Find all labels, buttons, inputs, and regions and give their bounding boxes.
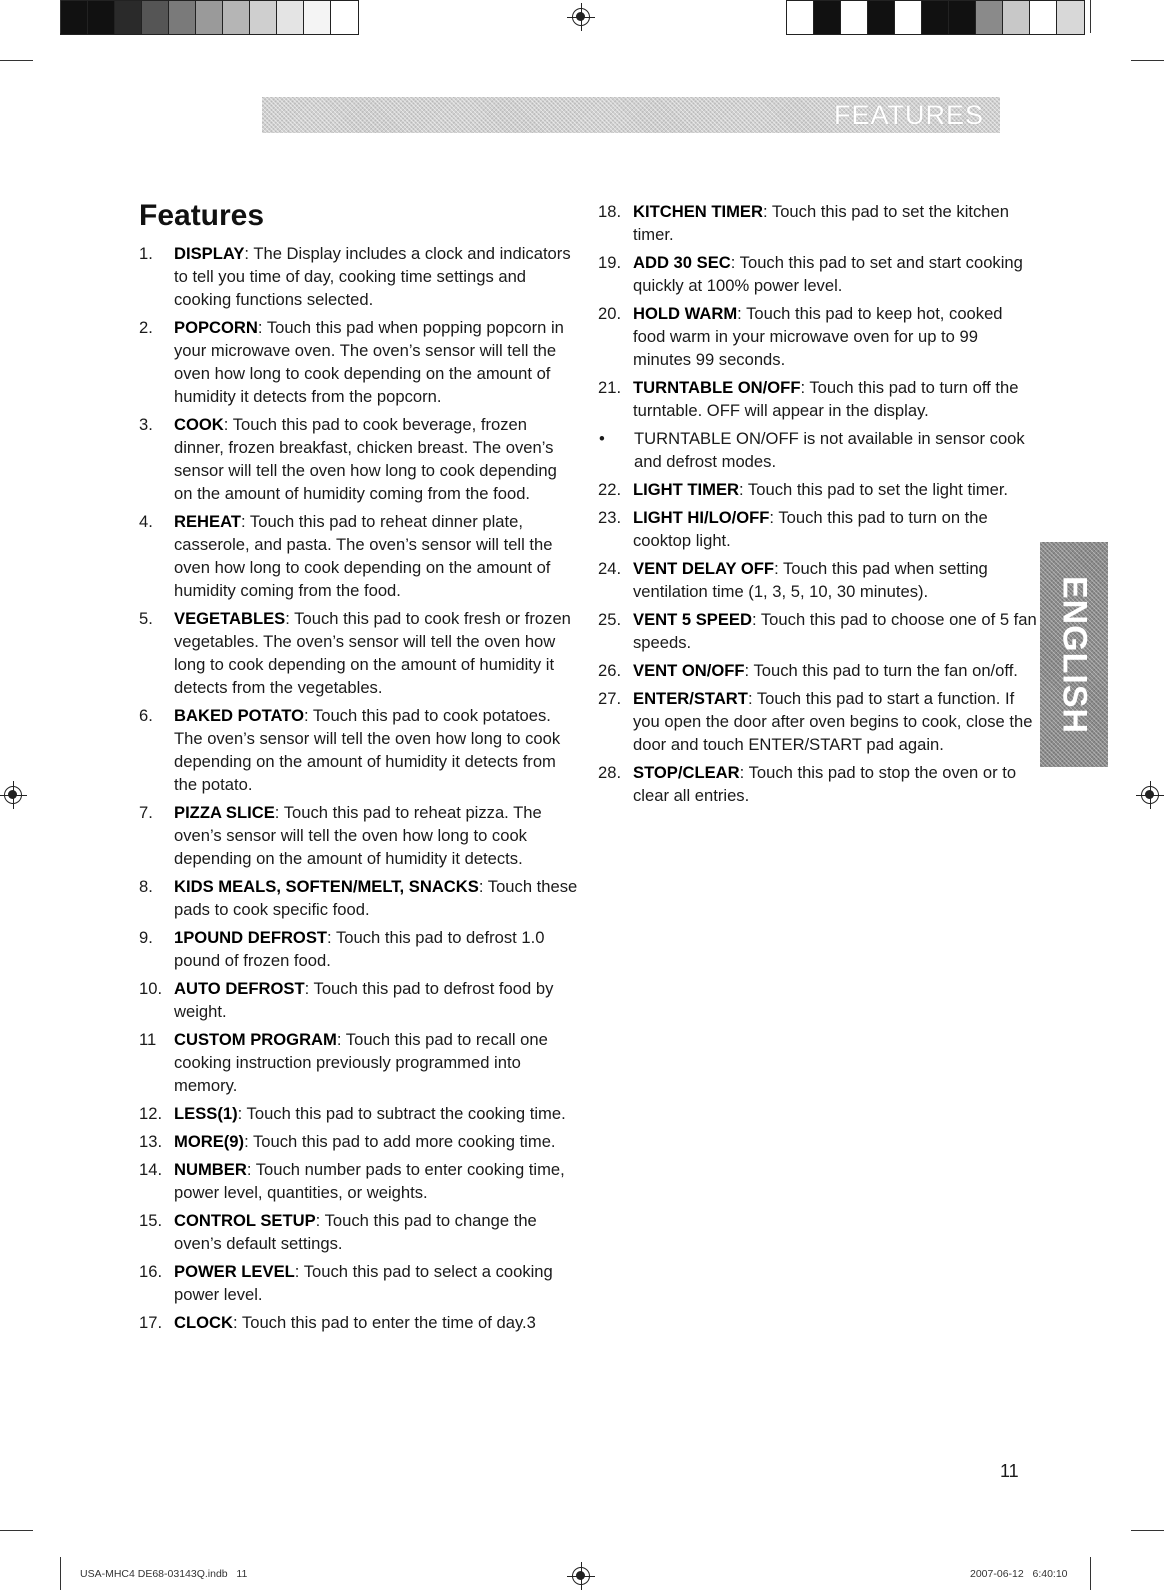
feature-item bbox=[139, 977, 579, 1023]
feature-text bbox=[174, 1311, 579, 1334]
color-swatch bbox=[169, 1, 196, 34]
feature-item bbox=[139, 1102, 579, 1125]
feature-text bbox=[174, 510, 579, 602]
crop-mark bbox=[60, 0, 61, 33]
footer-date: 2007-06-12 bbox=[970, 1568, 1024, 1580]
feature-item bbox=[139, 875, 579, 921]
feature-text bbox=[174, 413, 579, 505]
feature-number: 26. bbox=[598, 661, 622, 680]
feature-item bbox=[139, 413, 579, 505]
feature-number: 27. bbox=[598, 689, 622, 708]
color-bar-left bbox=[60, 0, 359, 35]
feature-term: MORE(9) bbox=[174, 1132, 245, 1151]
feature-description: : Touch this pad to reheat dinner plate, casserole, and pasta. The oven’s sensor will tell the oven how long to cook depending on the amount of humidity coming from the food. bbox=[174, 512, 553, 600]
feature-number: 14. bbox=[139, 1160, 163, 1179]
feature-number: 19. bbox=[598, 253, 622, 272]
color-swatch bbox=[61, 1, 88, 34]
feature-number: 24. bbox=[598, 559, 622, 578]
feature-item bbox=[598, 506, 1038, 552]
feature-text bbox=[174, 801, 579, 870]
feature-text bbox=[174, 316, 579, 408]
feature-description: : Touch this pad to turn the fan on/off. bbox=[744, 661, 1018, 680]
feature-description: : Touch this pad to stop the oven or to clear all entries. bbox=[633, 763, 1017, 805]
feature-text bbox=[633, 761, 1038, 807]
color-swatch bbox=[868, 1, 895, 34]
feature-item bbox=[139, 1028, 579, 1097]
feature-item bbox=[598, 200, 1038, 246]
feature-description: : Touch this pad to start a function. If you open the door after oven begins to cook, close the door and touch ENTER/START pad again. bbox=[633, 689, 1033, 754]
color-swatch bbox=[895, 1, 922, 34]
feature-number: 2. bbox=[139, 318, 153, 337]
feature-description: : Touch this pad to enter the time of day.3 bbox=[233, 1313, 536, 1332]
feature-number: 4. bbox=[139, 512, 153, 531]
feature-term: LIGHT TIMER bbox=[633, 480, 740, 499]
feature-description: : Touch this pad to reheat pizza. The oven’s sensor will tell the oven how long to cook depending on the amount of humidity it detects. bbox=[174, 803, 542, 868]
feature-text bbox=[174, 607, 579, 699]
color-swatch bbox=[976, 1, 1003, 34]
feature-number: 20. bbox=[598, 304, 622, 323]
feature-item bbox=[139, 801, 579, 870]
feature-text bbox=[633, 659, 1038, 682]
banner-title: FEATURES bbox=[833, 100, 984, 130]
feature-item bbox=[139, 1311, 579, 1334]
feature-term: VENT ON/OFF bbox=[633, 661, 745, 680]
feature-text bbox=[633, 251, 1038, 297]
color-bar-right bbox=[786, 0, 1085, 35]
color-swatch bbox=[814, 1, 841, 34]
language-tab bbox=[1040, 542, 1108, 767]
feature-text bbox=[633, 557, 1038, 603]
feature-item bbox=[598, 302, 1038, 371]
feature-number: 15. bbox=[139, 1211, 163, 1230]
feature-term: LESS(1) bbox=[174, 1104, 238, 1123]
feature-description: : Touch this pad when popping popcorn in your microwave oven. The oven’s sensor will tell the oven how long to cook depending on the amount of humidity it detects from the popcorn. bbox=[174, 318, 564, 406]
feature-number: 1. bbox=[139, 244, 153, 263]
color-swatch bbox=[223, 1, 250, 34]
crop-mark bbox=[1090, 1557, 1091, 1590]
feature-text bbox=[174, 242, 579, 311]
feature-description: : Touch this pad to set and start cooking quickly at 100% power level. bbox=[633, 253, 1023, 295]
feature-description: : Touch this pad to change the oven’s default settings. bbox=[174, 1211, 537, 1253]
feature-number: 6. bbox=[139, 706, 153, 725]
color-swatch bbox=[115, 1, 142, 34]
color-swatch bbox=[250, 1, 277, 34]
registration-mark-icon bbox=[572, 8, 590, 26]
color-swatch bbox=[949, 1, 976, 34]
feature-number: 17. bbox=[139, 1313, 163, 1332]
feature-item bbox=[598, 687, 1038, 756]
color-swatch bbox=[331, 1, 358, 34]
feature-description: : Touch this pad to cook potatoes. The oven’s sensor will tell the oven how long to cook depending on the amount of humidity it detects from the potato. bbox=[174, 706, 561, 794]
feature-term: POWER LEVEL bbox=[174, 1262, 295, 1281]
footer-time: 6:40:10 bbox=[1032, 1568, 1068, 1580]
feature-term: KIDS MEALS, SOFTEN/MELT, SNACKS bbox=[174, 877, 479, 896]
feature-item bbox=[598, 478, 1038, 501]
crop-mark bbox=[1131, 60, 1164, 61]
feature-text bbox=[633, 376, 1038, 422]
feature-text bbox=[174, 704, 579, 796]
feature-text bbox=[633, 506, 1038, 552]
feature-number: 10. bbox=[139, 979, 163, 998]
feature-item bbox=[598, 376, 1038, 422]
feature-description: : Touch this pad to turn off the turntable. OFF will appear in the display. bbox=[633, 378, 1019, 420]
feature-number: 22. bbox=[598, 480, 622, 499]
feature-item bbox=[139, 1130, 579, 1153]
feature-description: : Touch these pads to cook specific food. bbox=[174, 877, 578, 919]
feature-number: 8. bbox=[139, 877, 153, 896]
feature-term: 1POUND DEFROST bbox=[174, 928, 328, 947]
feature-item bbox=[139, 316, 579, 408]
color-swatch bbox=[88, 1, 115, 34]
features-list-right bbox=[598, 200, 1038, 812]
color-swatch bbox=[922, 1, 949, 34]
feature-item bbox=[139, 1260, 579, 1306]
feature-term: VENT 5 SPEED bbox=[633, 610, 752, 629]
feature-text bbox=[174, 1130, 579, 1153]
feature-term: CUSTOM PROGRAM bbox=[174, 1030, 337, 1049]
feature-description: : Touch number pads to enter cooking time, power level, quantities, or weights. bbox=[174, 1160, 565, 1202]
feature-item bbox=[598, 557, 1038, 603]
feature-term: CONTROL SETUP bbox=[174, 1211, 316, 1230]
feature-description: : Touch this pad to turn on the cooktop light. bbox=[633, 508, 988, 550]
color-swatch bbox=[787, 1, 814, 34]
feature-item bbox=[139, 926, 579, 972]
feature-number: 25. bbox=[598, 610, 622, 629]
feature-term: COOK bbox=[174, 415, 224, 434]
registration-mark-icon bbox=[1141, 786, 1159, 804]
feature-item bbox=[139, 704, 579, 796]
feature-description: : Touch this pad to choose one of 5 fan speeds. bbox=[633, 610, 1037, 652]
feature-number: 12. bbox=[139, 1104, 163, 1123]
crop-mark bbox=[0, 60, 33, 61]
page-title: Features bbox=[139, 199, 265, 232]
feature-term: KITCHEN TIMER bbox=[633, 202, 763, 221]
color-swatch bbox=[277, 1, 304, 34]
feature-text bbox=[174, 1028, 579, 1097]
feature-note bbox=[598, 427, 1038, 473]
feature-description: : Touch this pad to recall one cooking instruction previously programmed into memory. bbox=[174, 1030, 548, 1095]
feature-term: BAKED POTATO bbox=[174, 706, 304, 725]
feature-item bbox=[139, 1158, 579, 1204]
crop-mark bbox=[1090, 0, 1091, 33]
feature-number: 11 bbox=[139, 1030, 157, 1049]
feature-term: STOP/CLEAR bbox=[633, 763, 740, 782]
feature-number: 13. bbox=[139, 1132, 163, 1151]
feature-text bbox=[633, 478, 1038, 501]
feature-description: : Touch this pad to set the kitchen timer. bbox=[633, 202, 1009, 244]
feature-number: 16. bbox=[139, 1262, 163, 1281]
feature-item bbox=[598, 761, 1038, 807]
feature-term: VENT DELAY OFF bbox=[633, 559, 775, 578]
crop-mark bbox=[60, 1557, 61, 1590]
feature-text bbox=[633, 302, 1038, 371]
feature-term: DISPLAY bbox=[174, 244, 245, 263]
feature-description: : The Display includes a clock and indicators to tell you time of day, cooking time settings and cooking functions selected. bbox=[174, 244, 571, 309]
feature-description: TURNTABLE ON/OFF is not available in sensor cook and defrost modes. bbox=[634, 429, 1025, 471]
feature-text bbox=[174, 926, 579, 972]
feature-text bbox=[174, 1209, 579, 1255]
feature-term: REHEAT bbox=[174, 512, 241, 531]
feature-number: 3. bbox=[139, 415, 153, 434]
registration-mark-icon bbox=[572, 1567, 590, 1585]
page-number: 11 bbox=[1000, 1461, 1019, 1481]
feature-text bbox=[174, 875, 579, 921]
feature-description: : Touch this pad to set the light timer. bbox=[739, 480, 1009, 499]
crop-mark bbox=[0, 1530, 33, 1531]
feature-description: : Touch this pad when setting ventilation time (1, 3, 5, 10, 30 minutes). bbox=[633, 559, 988, 601]
feature-term: HOLD WARM bbox=[633, 304, 738, 323]
feature-item bbox=[139, 510, 579, 602]
feature-description: : Touch this pad to keep hot, cooked food warm in your microwave oven for up to 99 minutes 99 seconds. bbox=[633, 304, 1003, 369]
feature-term: AUTO DEFROST bbox=[174, 979, 305, 998]
feature-item bbox=[598, 251, 1038, 297]
feature-description: : Touch this pad to subtract the cooking time. bbox=[237, 1104, 566, 1123]
feature-description: : Touch this pad to defrost 1.0 pound of frozen food. bbox=[174, 928, 545, 970]
feature-term: VEGETABLES bbox=[174, 609, 286, 628]
feature-item bbox=[598, 659, 1038, 682]
feature-item bbox=[139, 1209, 579, 1255]
feature-description: : Touch this pad to cook beverage, frozen dinner, frozen breakfast, chicken breast. The oven’s sensor will tell the oven how long to cook depending on the amount of humidity coming from the food. bbox=[174, 415, 557, 503]
feature-term: LIGHT HI/LO/OFF bbox=[633, 508, 770, 527]
feature-text bbox=[174, 977, 579, 1023]
color-swatch bbox=[1030, 1, 1057, 34]
feature-description: : Touch this pad to add more cooking time. bbox=[244, 1132, 556, 1151]
feature-description: : Touch this pad to defrost food by weight. bbox=[174, 979, 554, 1021]
footer-timestamp bbox=[970, 1568, 1068, 1580]
feature-term: TURNTABLE ON/OFF bbox=[633, 378, 801, 397]
feature-term: NUMBER bbox=[174, 1160, 247, 1179]
feature-term: CLOCK bbox=[174, 1313, 233, 1332]
footer-file-info: USA-MHC4 DE68-03143Q.indb 11 bbox=[80, 1568, 248, 1580]
feature-term: POPCORN bbox=[174, 318, 258, 337]
feature-term: ADD 30 SEC bbox=[633, 253, 731, 272]
language-tab-label: ENGLISH bbox=[1055, 575, 1094, 734]
registration-mark-icon bbox=[4, 786, 22, 804]
feature-item bbox=[139, 607, 579, 699]
feature-number: 21. bbox=[598, 378, 622, 397]
feature-item bbox=[598, 608, 1038, 654]
crop-mark bbox=[1131, 1530, 1164, 1531]
feature-text bbox=[633, 608, 1038, 654]
feature-text bbox=[174, 1158, 579, 1204]
color-swatch bbox=[304, 1, 331, 34]
color-swatch bbox=[142, 1, 169, 34]
feature-number: 7. bbox=[139, 803, 153, 822]
feature-number: 28. bbox=[598, 763, 622, 782]
feature-number: • bbox=[599, 429, 605, 448]
feature-description: : Touch this pad to select a cooking power level. bbox=[174, 1262, 553, 1304]
feature-number: 5. bbox=[139, 609, 153, 628]
feature-term: PIZZA SLICE bbox=[174, 803, 275, 822]
feature-term: ENTER/START bbox=[633, 689, 748, 708]
feature-text bbox=[633, 200, 1038, 246]
color-swatch bbox=[1057, 1, 1084, 34]
feature-item bbox=[139, 242, 579, 311]
features-list-left bbox=[139, 242, 579, 1339]
color-swatch bbox=[196, 1, 223, 34]
feature-text bbox=[174, 1260, 579, 1306]
color-swatch bbox=[841, 1, 868, 34]
feature-number: 23. bbox=[598, 508, 622, 527]
color-swatch bbox=[1003, 1, 1030, 34]
feature-number: 18. bbox=[598, 202, 622, 221]
section-banner bbox=[262, 97, 1000, 133]
feature-description: : Touch this pad to cook fresh or frozen vegetables. The oven’s sensor will tell the oven how long to cook depending on the amount of humidity it detects from the vegetables. bbox=[174, 609, 571, 697]
feature-text bbox=[174, 1102, 579, 1125]
feature-number: 9. bbox=[139, 928, 153, 947]
feature-text bbox=[634, 427, 1038, 473]
feature-text bbox=[633, 687, 1038, 756]
